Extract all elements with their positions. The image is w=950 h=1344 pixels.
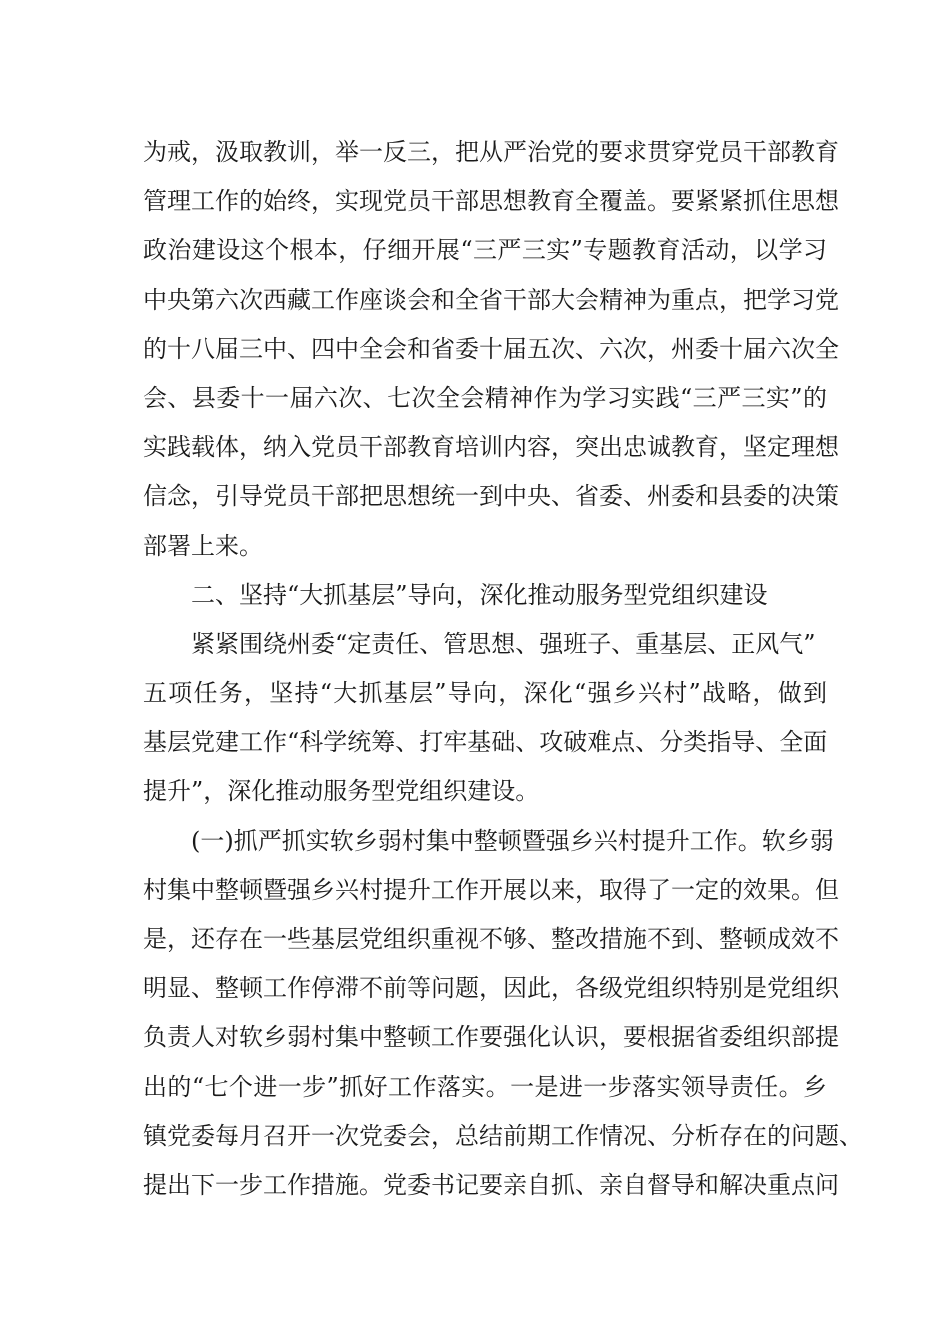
- text-line: 提升”，深化推动服务型党组织建设。: [143, 777, 540, 806]
- text-line: 基层党建工作“科学统筹、打牢基础、攻破难点、分类指导、全面: [143, 728, 828, 757]
- text-line: 五项任务，坚持“大抓基层”导向，深化“强乡兴村”战略，做到: [143, 679, 827, 708]
- text-line: 提出下一步工作措施。党委书记要亲自抓、亲自督导和解决重点问: [143, 1170, 839, 1199]
- text-line: 负责人对软乡弱村集中整顿工作要强化认识，要根据省委组织部提: [143, 1023, 839, 1052]
- text-line: 实践载体，纳入党员干部教育培训内容，突出忠诚教育，坚定理想: [143, 433, 839, 462]
- subsection-heading: (一)抓严抓实软乡弱村集中整顿暨强乡兴村提升工作。软乡弱: [191, 826, 834, 855]
- text-line: 部署上来。: [143, 531, 263, 560]
- text-line: 紧紧围绕州委“定责任、管思想、强班子、重基层、正风气”: [191, 629, 816, 658]
- text-line: 村集中整顿暨强乡兴村提升工作开展以来，取得了一定的效果。但: [143, 875, 839, 904]
- text-line: 管理工作的始终，实现党员干部思想教育全覆盖。要紧紧抓住思想: [143, 187, 839, 216]
- text-line: 信念，引导党员干部把思想统一到中央、省委、州委和县委的决策: [143, 482, 839, 511]
- text-line: 为戒，汲取教训，举一反三，把从严治党的要求贯穿党员干部教育: [143, 138, 839, 166]
- text-line: 是，还存在一些基层党组织重视不够、整改措施不到、整顿成效不: [143, 925, 839, 953]
- text-line: 会、县委十一届六次、七次全会精神作为学习实践“三严三实”的: [143, 383, 827, 412]
- text-line: 镇党委每月召开一次党委会，总结前期工作情况、分析存在的问题、: [143, 1121, 863, 1150]
- text-line: 的十八届三中、四中全会和省委十届五次、六次，州委十届六次全: [143, 334, 839, 363]
- document-body: [143, 128, 863, 1210]
- text-line: 政治建设这个根本，仔细开展“三严三实”专题教育活动，以学习: [143, 236, 827, 265]
- text-line: 中央第六次西藏工作座谈会和全省干部大会精神为重点，把学习党: [143, 285, 839, 314]
- section-heading: 二、坚持“大抓基层”导向，深化推动服务型党组织建设: [191, 580, 768, 609]
- text-line: 出的“七个进一步”抓好工作落实。一是进一步落实领导责任。乡: [143, 1072, 827, 1101]
- text-line: 明显、整顿工作停滞不前等问题，因此，各级党组织特别是党组织: [143, 974, 839, 1003]
